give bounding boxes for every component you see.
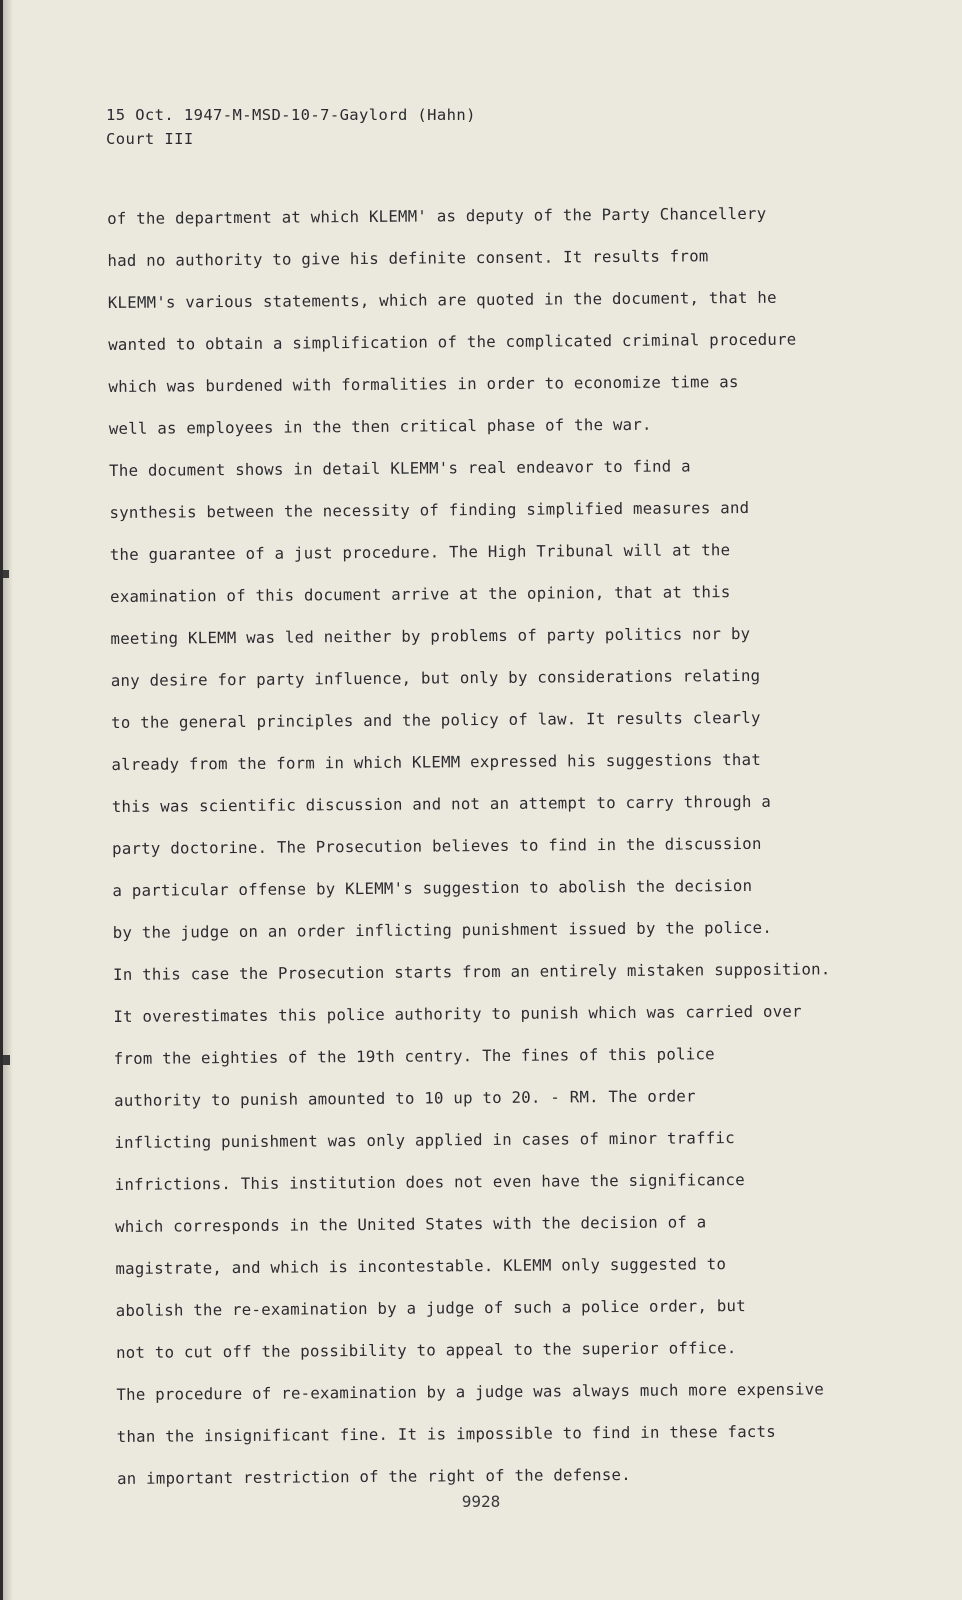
text-line: wanted to obtain a simplification of the complicated criminal procedure xyxy=(108,329,797,354)
text-line: which was burdened with formalities in order to economize time as xyxy=(108,372,739,396)
text-line: authority to punish amounted to 10 up to 20. - RM. The order xyxy=(114,1086,696,1110)
text-line: examination of this document arrive at the opinion, that at this xyxy=(110,582,731,606)
text-line: by the judge on an order inflicting punishment issued by the police. xyxy=(112,917,773,942)
binding-mark xyxy=(3,570,9,578)
text-line: magistrate, and which is incontestable. KLEMM only suggested to xyxy=(115,1254,727,1278)
text-line: The document shows in detail KLEMM's real endeavor to find a xyxy=(109,456,691,480)
text-line: had no authority to give his definite consent. It results from xyxy=(107,246,709,270)
text-line: KLEMM's various statements, which are quoted in the document, that he xyxy=(107,287,777,312)
text-line: inflicting punishment was only applied in cases of minor traffic xyxy=(114,1128,735,1152)
text-line: The procedure of re-examination by a judge was always much more expensive xyxy=(116,1379,825,1404)
text-line: infrictions. This institution does not even have the significance xyxy=(114,1170,745,1194)
text-line: than the insignificant fine. It is impossible to find in these facts xyxy=(116,1421,777,1446)
binding-mark xyxy=(3,1055,10,1065)
text-line: abolish the re-examination by a judge of such a police order, but xyxy=(115,1296,746,1320)
text-line: party doctorine. The Prosecution believes to find in the discussion xyxy=(112,833,762,858)
text-line: any desire for party influence, but only by considerations relating xyxy=(110,665,761,690)
text-line: It overestimates this police authority to punish which was carried over xyxy=(113,1001,802,1026)
text-line: meeting KLEMM was led neither by problems of party politics nor by xyxy=(110,623,751,648)
text-line: the guarantee of a just procedure. The High Tribunal will at the xyxy=(109,540,731,564)
text-line: a particular offense by KLEMM's suggestion to abolish the decision xyxy=(112,875,753,900)
body-text xyxy=(107,192,897,1500)
text-line: to the general principles and the policy of law. It results clearly xyxy=(111,707,761,732)
court-designation: Court III xyxy=(106,130,194,148)
text-line: not to cut off the possibility to appeal to the superior office. xyxy=(115,1338,737,1362)
text-line: well as employees in the then critical phase of the war. xyxy=(108,414,652,438)
document-reference-line: 15 Oct. 1947-M-MSD-10-7-Gaylord (Hahn) xyxy=(106,106,476,124)
text-line: synthesis between the necessity of finding simplified measures and xyxy=(109,497,750,522)
text-line: an important restriction of the right of the defense. xyxy=(116,1464,631,1488)
text-line: which corresponds in the United States with the decision of a xyxy=(115,1212,707,1236)
text-line: In this case the Prosecution starts from an entirely mistaken supposition. xyxy=(113,959,831,984)
text-line: of the department at which KLEMM' as deputy of the Party Chancellery xyxy=(107,203,767,228)
text-line: from the eighties of the 19th centry. The fines of this police xyxy=(113,1044,715,1068)
page-number: 9928 xyxy=(461,1492,501,1511)
page-edge-shadow xyxy=(3,0,13,1600)
text-line: already from the form in which KLEMM expressed his suggestions that xyxy=(111,749,762,774)
text-line: this was scientific discussion and not an attempt to carry through a xyxy=(111,791,772,816)
